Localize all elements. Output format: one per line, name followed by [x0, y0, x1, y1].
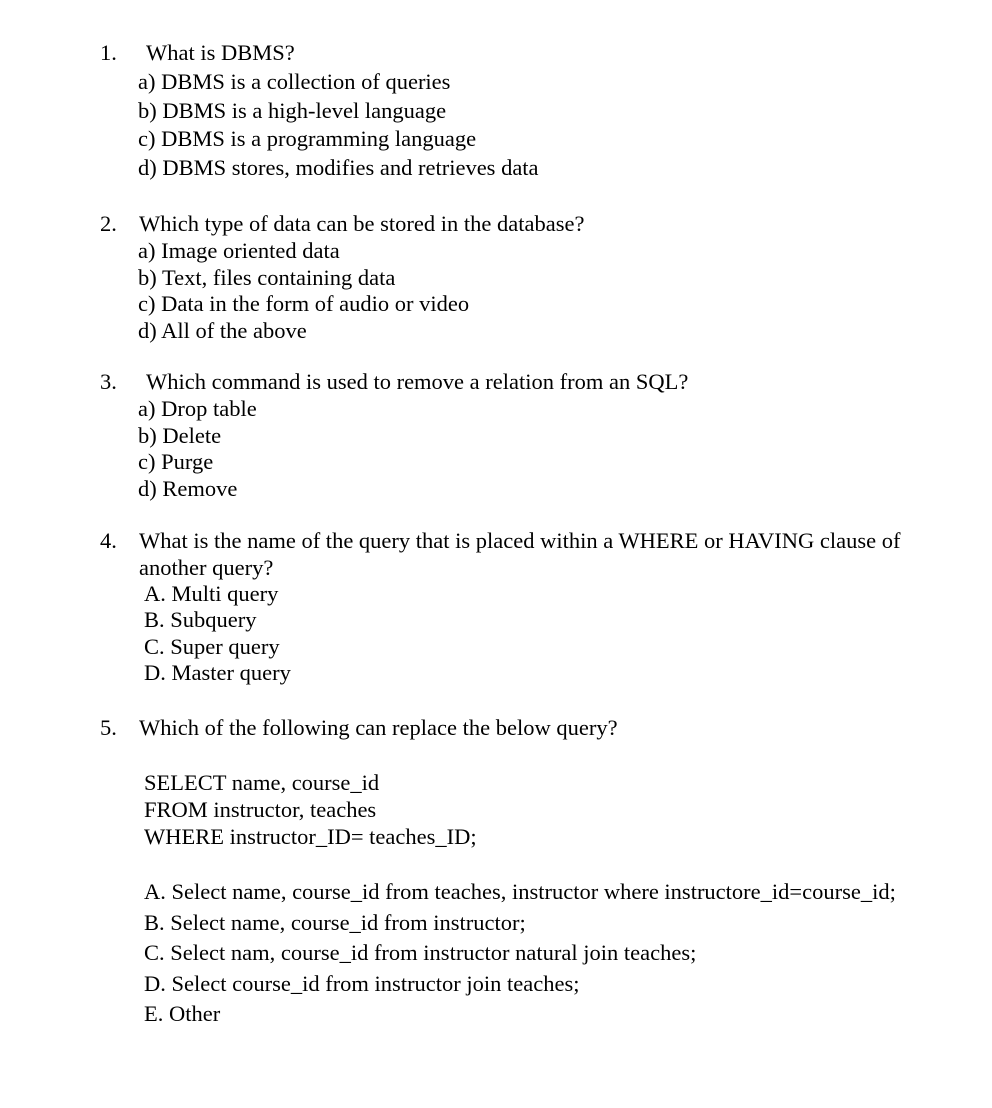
option-b: b) Delete: [138, 422, 222, 448]
question-number: 3.: [100, 369, 117, 394]
option-d: D. Master query: [144, 659, 291, 685]
option-e: E. Other: [144, 1001, 221, 1026]
option-c: C. Super query: [144, 633, 280, 659]
option-c: C. Select nam, course_id from instructor natural join teaches;: [144, 940, 697, 965]
option-a: a) Image oriented data: [138, 238, 340, 263]
option-b: b) Text, files containing data: [138, 264, 396, 290]
option-c: c) Data in the form of audio or video: [138, 291, 470, 316]
question-text: Which of the following can replace the below query?: [139, 715, 618, 740]
sql-line-select: SELECT name, course_id: [144, 770, 380, 795]
options-list: [144, 879, 896, 1032]
options-list: [144, 581, 291, 686]
options-list: [138, 396, 257, 502]
sql-line-from: FROM instructor, teaches: [144, 797, 377, 822]
option-a: a) Drop table: [138, 396, 257, 421]
option-c: c) Purge: [138, 449, 214, 474]
option-d: d) Remove: [138, 475, 238, 501]
question-number: 1.: [100, 40, 117, 65]
option-d: D. Select course_id from instructor join teaches;: [144, 970, 580, 996]
question-number: 5.: [100, 715, 117, 740]
option-b: B. Subquery: [144, 607, 257, 633]
option-a: A. Multi query: [144, 581, 279, 606]
option-c: c) DBMS is a programming language: [138, 126, 477, 151]
option-a: A. Select name, course_id from teaches, instructor where instructore_id=course_id;: [144, 879, 896, 904]
question-text: Which command is used to remove a relation from an SQL?: [146, 369, 689, 394]
sql-line-where: WHERE instructor_ID= teaches_ID;: [144, 824, 477, 849]
options-list: [138, 69, 539, 183]
question-number: 2.: [100, 211, 117, 236]
sql-query-block: [144, 770, 477, 851]
option-d: d) DBMS stores, modifies and retrieves data: [138, 154, 539, 180]
option-b: B. Select name, course_id from instructor;: [144, 909, 526, 935]
option-b: b) DBMS is a high-level language: [138, 97, 447, 123]
question-text: What is DBMS?: [146, 40, 295, 65]
question-text: What is the name of the query that is placed within a WHERE or HAVING clause of another query?: [139, 528, 901, 580]
options-list: [138, 238, 469, 344]
question-number: 4.: [100, 528, 117, 553]
option-d: d) All of the above: [138, 317, 307, 343]
question-text: Which type of data can be stored in the database?: [139, 211, 585, 236]
option-a: a) DBMS is a collection of queries: [138, 69, 451, 94]
